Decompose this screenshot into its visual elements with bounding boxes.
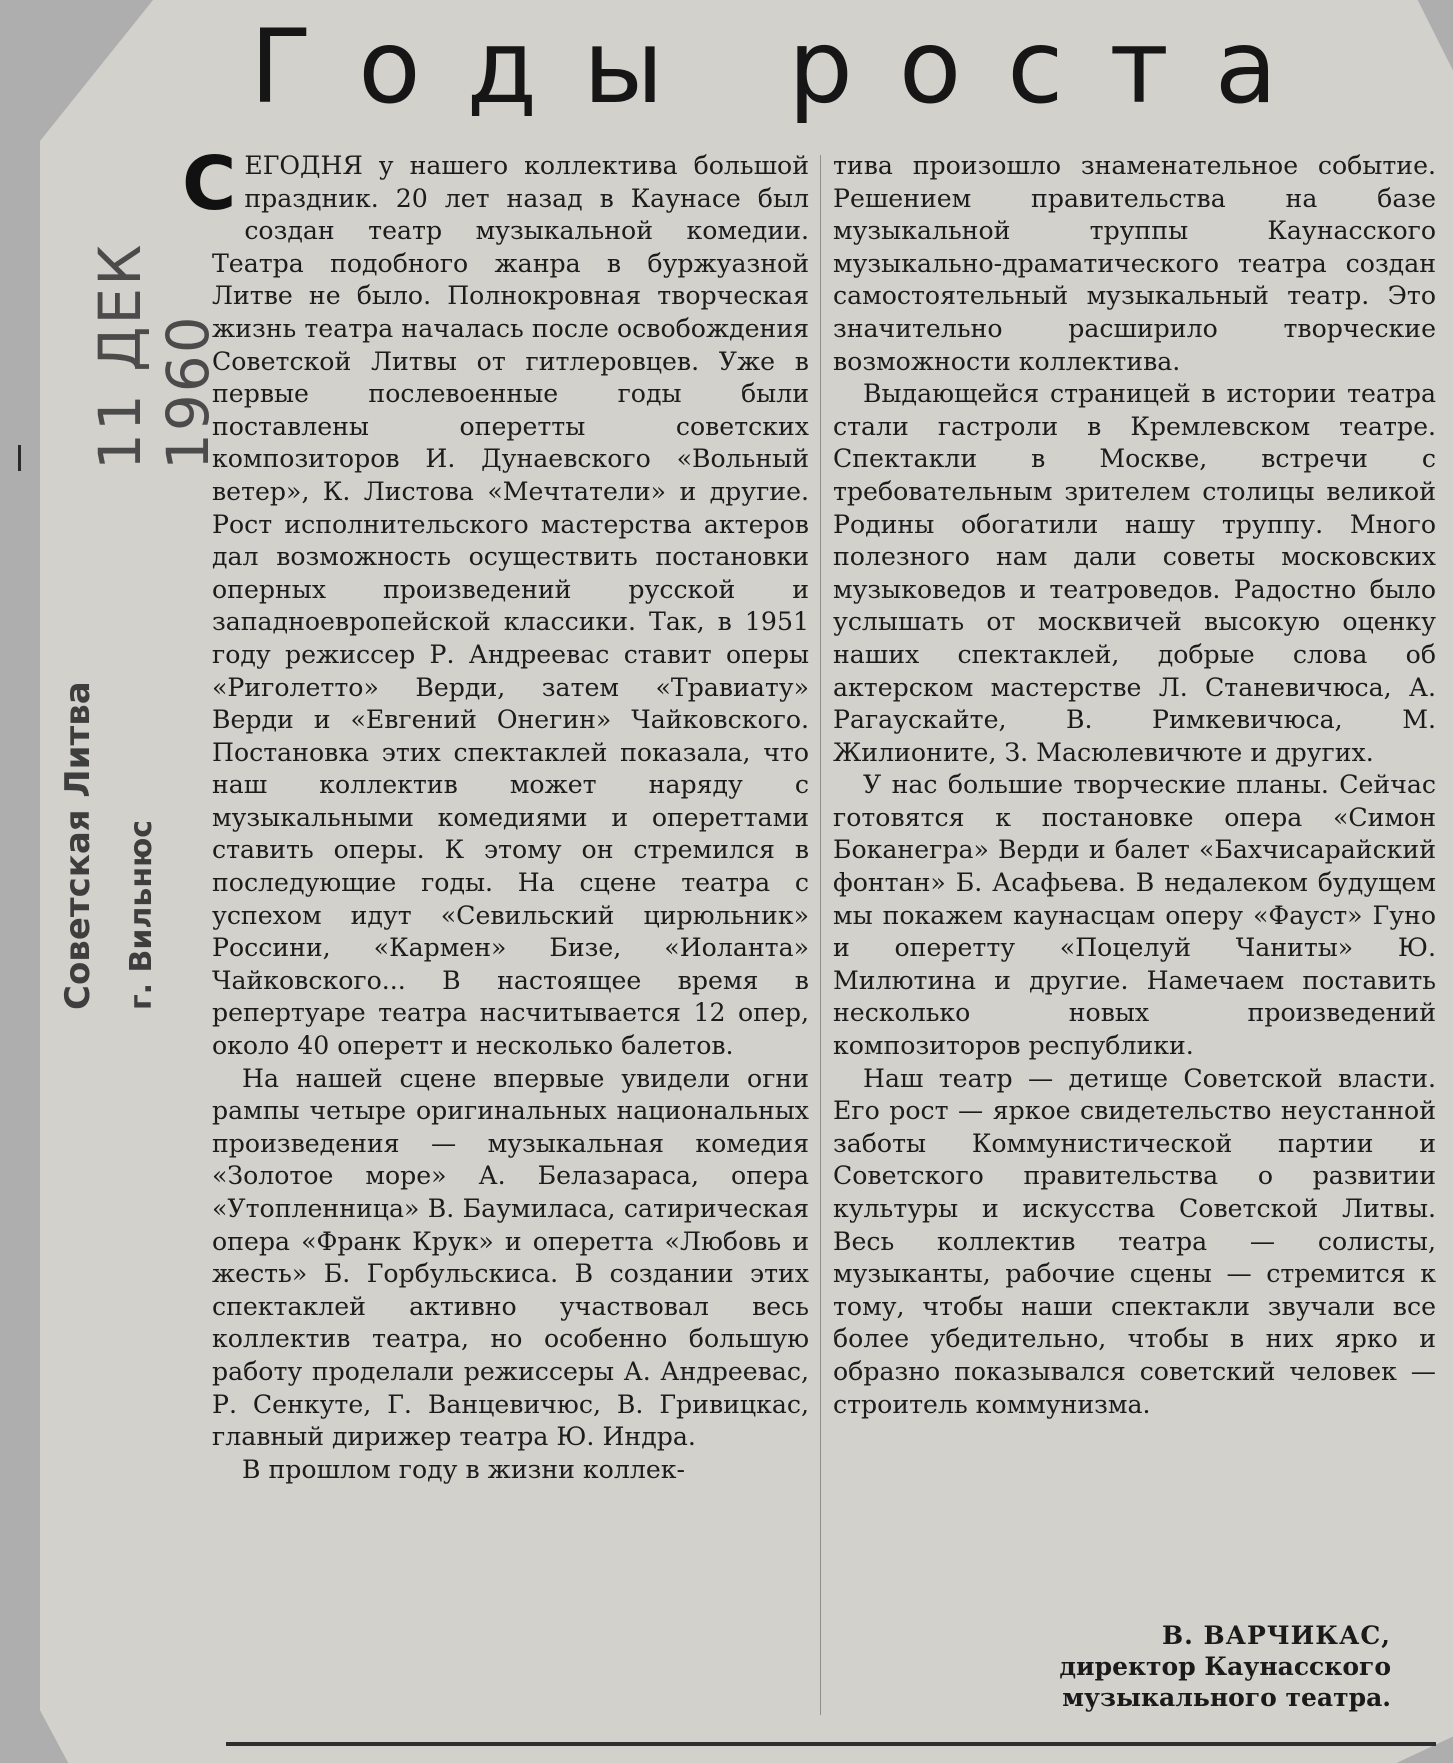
source-paper: Советская Литва bbox=[58, 681, 98, 1010]
date-stamp: 11 ДЕК 1960 bbox=[86, 242, 222, 470]
paragraph: На нашей сцене впервые увидели огни рампы четыре оригинальных национальных произведения — музыкальная комедия «Золотое море» А. Белазараса, опера «Утопленница» В. Баумиласа, сатирическая опера «Франк Крук» и оперетта «Любовь и жесть» Б. Горбульскиса. В создании этих спектаклей активно участвовал весь коллектив театра, но особенно большую работу проделали режиссеры А. Андреевас, Р. Сенкуте, Г. Ванцевичюс, В. Гривицкас, главный дирижер театра Ю. Индра. bbox=[212, 1063, 809, 1452]
article-title: Годы роста bbox=[250, 8, 1324, 127]
dropcap: С bbox=[182, 141, 237, 227]
paragraph-text: ЕГОДНЯ у нашего коллектива большой праздник. 20 лет назад в Каунасе был создан театр музыкальной комедии. Театра подобного жанра в буржуазной Литве не было. Полнокровная творческая жизнь театра началась после освобождения Советской Литвы от гитлеровцев. Уже в первые послевоенные годы были поставлены оперетты советских композиторов И. Дунаевского «Вольный ветер», К. Листова «Мечтатели» и другие. Рост исполнительского мастерства актеров дал возможность осуществить постановки оперных произведений русской и западноевропейской классики. Так, в 1951 году режиссер Р. Андреевас ставит оперы «Риголетто» Верди, затем «Травиату» Верди и «Евгений Онегин» Чайковского. Постановка этих спектаклей показала, что наш коллектив может наряду с музыкальными комедиями и опереттами ставить оперы. К этому он стремился в последующие годы. На сцене театра с успехом идут «Севильский цирюльник» Россини, «Кармен» Бизе, «Иоланта» Чайковского... В настоящее время в репертуаре театра насчитывается 12 опер, около 40 оперетт и несколько балетов. bbox=[212, 151, 809, 1061]
paragraph bbox=[182, 141, 809, 1063]
margin-mark bbox=[18, 445, 21, 471]
paragraph: У нас большие творческие планы. Сейчас готовятся к постановке опера «Симон Боканегра» Верди и балет «Бахчисарайский фонтан» Б. Асафьева. В недалеком будущем мы покажем каунасцам оперу «Фауст» Гуно и оперетту «Поцелуй Чаниты» Ю. Милютина и другие. Намечаем поставить несколько новых произведений композиторов республики. bbox=[833, 770, 1436, 1061]
column-divider bbox=[820, 155, 821, 1715]
author-position: директор Каунасского bbox=[1059, 1652, 1391, 1681]
source-stamp bbox=[46, 580, 174, 1010]
author-signature bbox=[1059, 1620, 1391, 1713]
source-city: г. Вильнюс bbox=[124, 819, 159, 1010]
author-position: музыкального театра. bbox=[1062, 1683, 1391, 1712]
paragraph: В прошлом году в жизни коллек- bbox=[242, 1454, 685, 1484]
paragraph: тива произошло знаменательное событие. Решением правительства на базе музыкальной труппы Каунасского музыкально-драматического театра создан самостоятельный музыкальный театр. Это значительно расширило творческие возможности коллектива. bbox=[833, 151, 1436, 376]
author-name: В. ВАРЧИКАС, bbox=[1162, 1621, 1391, 1650]
bottom-rule bbox=[226, 1742, 1436, 1746]
paragraph: Наш театр — детище Советской власти. Его рост — яркое свидетельство неустанной заботы Коммунистической партии и Советского правительства о развитии культуры и искусства Советской Литвы. Весь коллектив театра — солисты, музыканты, рабочие сцены — стремится к тому, чтобы наши спектакли звучали все более убедительно, чтобы в них ярко и образно показывался советский человек — строитель коммунизма. bbox=[833, 1063, 1436, 1419]
article-column-1 bbox=[182, 141, 809, 1486]
article-column-2 bbox=[833, 150, 1436, 1421]
paragraph: Выдающейся страницей в истории театра стали гастроли в Кремлевском театре. Спектакли в Москве, встречи с требовательным зрителем столицы великой Родины обогатили нашу труппу. Много полезного нам дали советы московских музыковедов и театроведов. Радостно было услышать от москвичей высокую оценку наших спектаклей, добрые слова об актерском мастерстве Л. Станевичюса, А. Рагаускайте, В. Римкевичюса, М. Жилионите, З. Масюлевичюте и других. bbox=[833, 379, 1436, 767]
